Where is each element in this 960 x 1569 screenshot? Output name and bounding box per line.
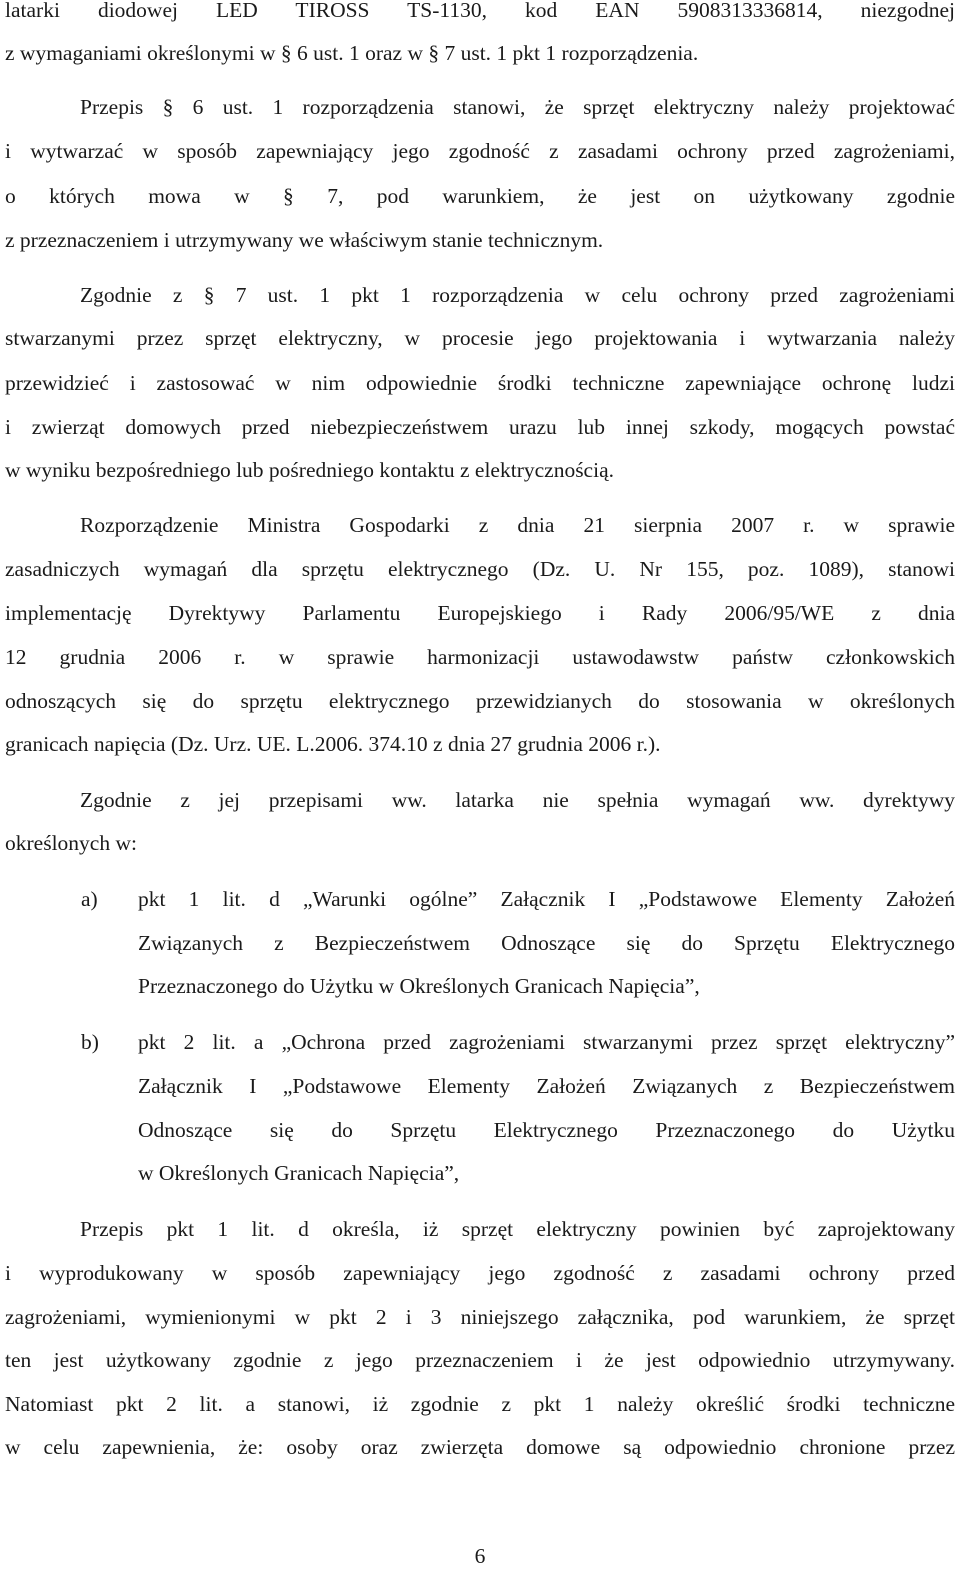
text-line: 12 grudnia 2006 r. w sprawie harmonizacji ustawodawstw państw członkowskich bbox=[5, 645, 955, 669]
list-item-line: pkt 1 lit. d „Warunki ogólne” Załącznik I „Podstawowe Elementy Założeń bbox=[138, 887, 955, 911]
text-line: i wyprodukowany w sposób zapewniający jego zgodność z zasadami ochrony przed bbox=[5, 1261, 955, 1285]
text-line: latarki diodowej LED TIROSS TS-1130, kod EAN 5908313336814, niezgodnej bbox=[5, 0, 955, 22]
list-item-line: w Określonych Granicach Napięcia”, bbox=[138, 1161, 460, 1185]
text-line: zasadniczych wymagań dla sprzętu elektrycznego (Dz. U. Nr 155, poz. 1089), stanowi bbox=[5, 557, 955, 581]
text-line: ten jest użytkowany zgodnie z jego przeznaczeniem i że jest odpowiednio utrzymywany. bbox=[5, 1348, 955, 1372]
text-line: Natomiast pkt 2 lit. a stanowi, iż zgodnie z pkt 1 należy określić środki techniczne bbox=[5, 1392, 955, 1416]
text-line: z wymaganiami określonymi w § 6 ust. 1 oraz w § 7 ust. 1 pkt 1 rozporządzenia. bbox=[5, 41, 699, 65]
list-item-line: Związanych z Bezpieczeństwem Odnoszące się do Sprzętu Elektrycznego bbox=[138, 931, 955, 955]
text-line: Zgodnie z § 7 ust. 1 pkt 1 rozporządzenia w celu ochrony przed zagrożeniami bbox=[80, 283, 955, 307]
text-line: w celu zapewnienia, że: osoby oraz zwierzęta domowe są odpowiednio chronione przez bbox=[5, 1435, 955, 1459]
text-line: odnoszących się do sprzętu elektrycznego przewidzianych do stosowania w określonych bbox=[5, 689, 955, 713]
text-line: Rozporządzenie Ministra Gospodarki z dnia 21 sierpnia 2007 r. w sprawie bbox=[80, 513, 955, 537]
text-line: Zgodnie z jej przepisami ww. latarka nie spełnia wymagań ww. dyrektywy bbox=[80, 788, 955, 812]
list-item-line: pkt 2 lit. a „Ochrona przed zagrożeniami stwarzanymi przez sprzęt elektryczny” bbox=[138, 1030, 955, 1054]
list-item-line: Załącznik I „Podstawowe Elementy Założeń Związanych z Bezpieczeństwem bbox=[138, 1074, 955, 1098]
text-line: o których mowa w § 7, pod warunkiem, że jest on użytkowany zgodnie bbox=[5, 184, 955, 208]
page-number: 6 bbox=[474, 1544, 486, 1568]
text-line: i wytwarzać w sposób zapewniający jego zgodność z zasadami ochrony przed zagrożeniami, bbox=[5, 139, 955, 163]
list-item-line: Odnoszące się do Sprzętu Elektrycznego Przeznaczonego do Użytku bbox=[138, 1118, 955, 1142]
text-line: granicach napięcia (Dz. Urz. UE. L.2006. 374.10 z dnia 27 grudnia 2006 r.). bbox=[5, 732, 661, 756]
list-label-a: a) bbox=[81, 887, 98, 911]
text-line: przewidzieć i zastosować w nim odpowiednie środki techniczne zapewniające ochronę ludzi bbox=[5, 371, 955, 395]
text-line: i zwierząt domowych przed niebezpieczeństwem urazu lub innej szkody, mogących powstać bbox=[5, 415, 955, 439]
text-line: w wyniku bezpośredniego lub pośredniego kontaktu z elektrycznością. bbox=[5, 458, 614, 482]
list-label-b: b) bbox=[81, 1030, 99, 1054]
text-line: stwarzanymi przez sprzęt elektryczny, w procesie jego projektowania i wytwarzania należy bbox=[5, 326, 955, 350]
text-line: implementację Dyrektywy Parlamentu Europejskiego i Rady 2006/95/WE z dnia bbox=[5, 601, 955, 625]
text-line: Przepis pkt 1 lit. d określa, iż sprzęt elektryczny powinien być zaprojektowany bbox=[80, 1217, 955, 1241]
text-line: Przepis § 6 ust. 1 rozporządzenia stanowi, że sprzęt elektryczny należy projektować bbox=[80, 95, 955, 119]
text-line: zagrożeniami, wymienionymi w pkt 2 i 3 niniejszego załącznika, pod warunkiem, że sprzęt bbox=[5, 1305, 955, 1329]
text-line: określonych w: bbox=[5, 831, 137, 855]
list-item-line: Przeznaczonego do Użytku w Określonych Granicach Napięcia”, bbox=[138, 974, 700, 998]
text-line: z przeznaczeniem i utrzymywany we właściwym stanie technicznym. bbox=[5, 228, 604, 252]
